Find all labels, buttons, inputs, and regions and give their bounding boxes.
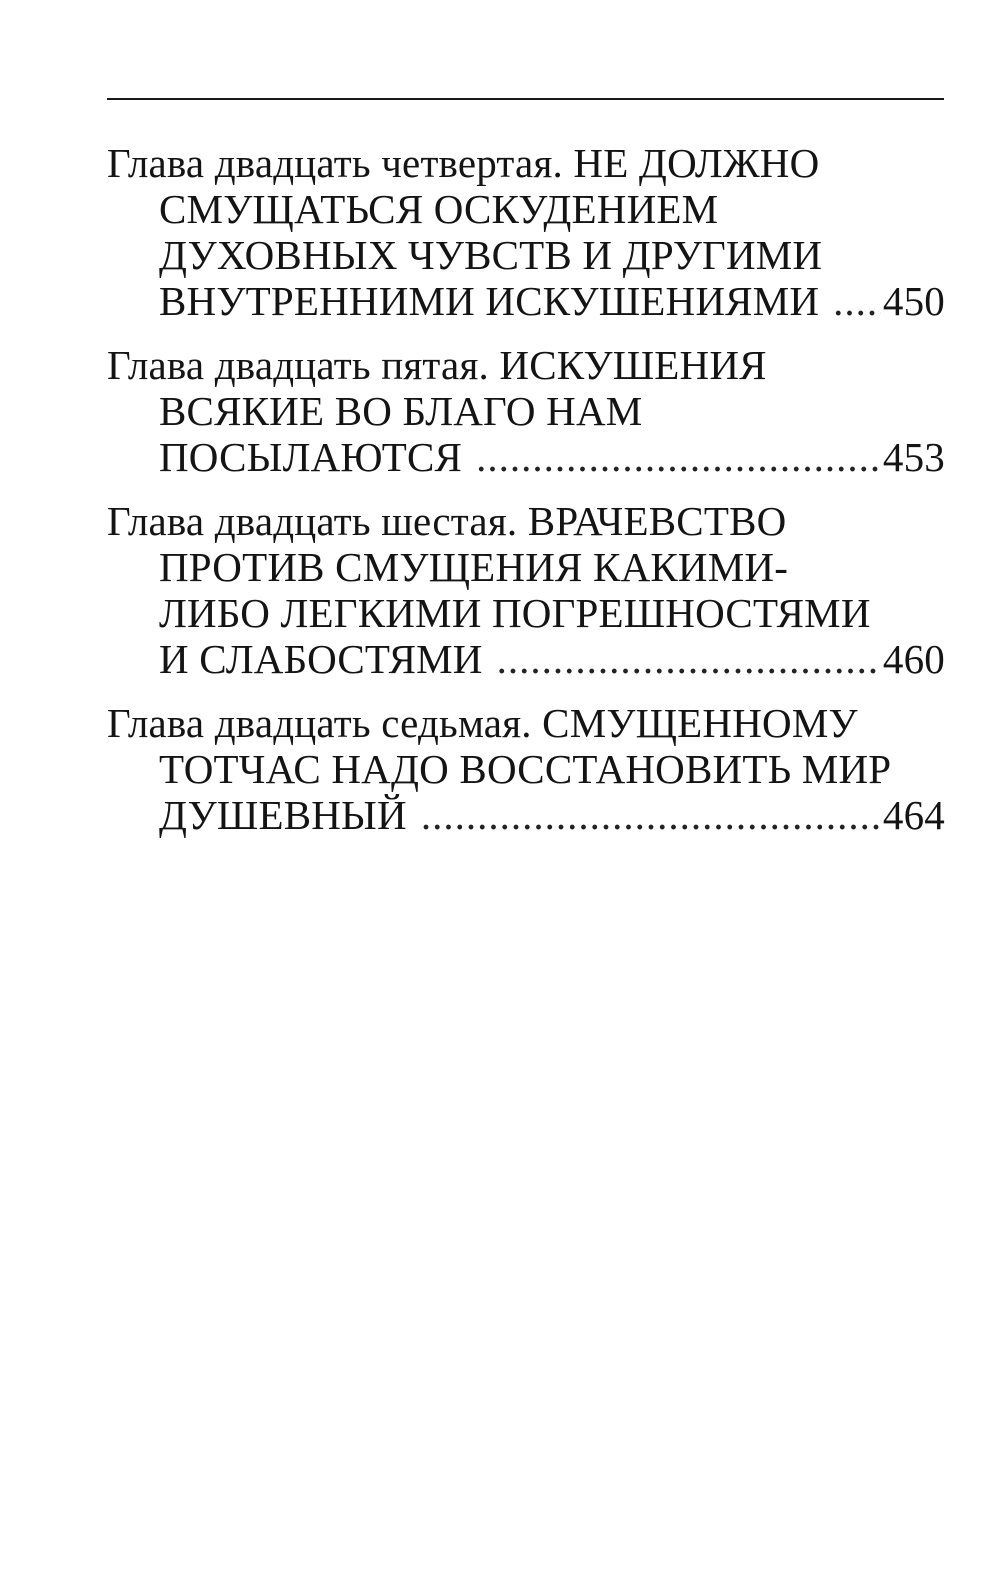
toc-entry-last-line: [107, 278, 945, 324]
toc-entry-title-line: ПОСЫЛАЮТСЯ: [159, 434, 463, 480]
dot-leader: [421, 792, 881, 838]
dot-leader: [476, 434, 881, 480]
top-rule: [107, 98, 944, 100]
toc-entry-chapter-27: [107, 700, 945, 838]
page-number: 464: [882, 792, 945, 838]
toc-entry-title-line: И СЛАБОСТЯМИ: [159, 636, 483, 682]
page-number: 453: [882, 434, 945, 480]
toc-entry-chapter-26: [107, 498, 945, 682]
toc-entry-title-line: Глава двадцать пятая. ИСКУШЕНИЯ: [107, 342, 767, 388]
toc-entry-title-line: ВНУТРЕННИМИ ИСКУШЕНИЯМИ: [159, 278, 820, 324]
toc-entry-last-line: [107, 434, 945, 480]
toc-entry-last-line: [107, 636, 945, 682]
toc-entry-title-line: ПРОТИВ СМУЩЕНИЯ КАКИМИ-: [159, 544, 789, 590]
toc-entry-title-line: ТОТЧАС НАДО ВОССТАНОВИТЬ МИР: [159, 746, 892, 792]
table-of-contents: [107, 140, 945, 856]
toc-entry-title-line: ВСЯКИЕ ВО БЛАГО НАМ: [159, 388, 643, 434]
dot-leader: [497, 636, 881, 682]
toc-entry-title-line: Глава двадцать четвертая. НЕ ДОЛЖНО: [107, 140, 820, 186]
toc-entry-last-line: [107, 792, 945, 838]
toc-entry-chapter-24: [107, 140, 945, 324]
page-number: 450: [882, 278, 945, 324]
toc-entry-title-line: Глава двадцать седьмая. СМУЩЕННОМУ: [107, 700, 858, 746]
dot-leader: [833, 278, 881, 324]
toc-entry-title-line: Глава двадцать шестая. ВРАЧЕВСТВО: [107, 498, 787, 544]
toc-entry-title-line: СМУЩАТЬСЯ ОСКУДЕНИЕМ: [159, 186, 719, 232]
toc-entry-title-line: ЛИБО ЛЕГКИМИ ПОГРЕШНОСТЯМИ: [159, 590, 871, 636]
toc-entry-title-line: ДУХОВНЫХ ЧУВСТВ И ДРУГИМИ: [159, 232, 823, 278]
page-number: 460: [882, 636, 945, 682]
toc-entry-chapter-25: [107, 342, 945, 480]
toc-entry-title-line: ДУШЕВНЫЙ: [159, 792, 407, 838]
